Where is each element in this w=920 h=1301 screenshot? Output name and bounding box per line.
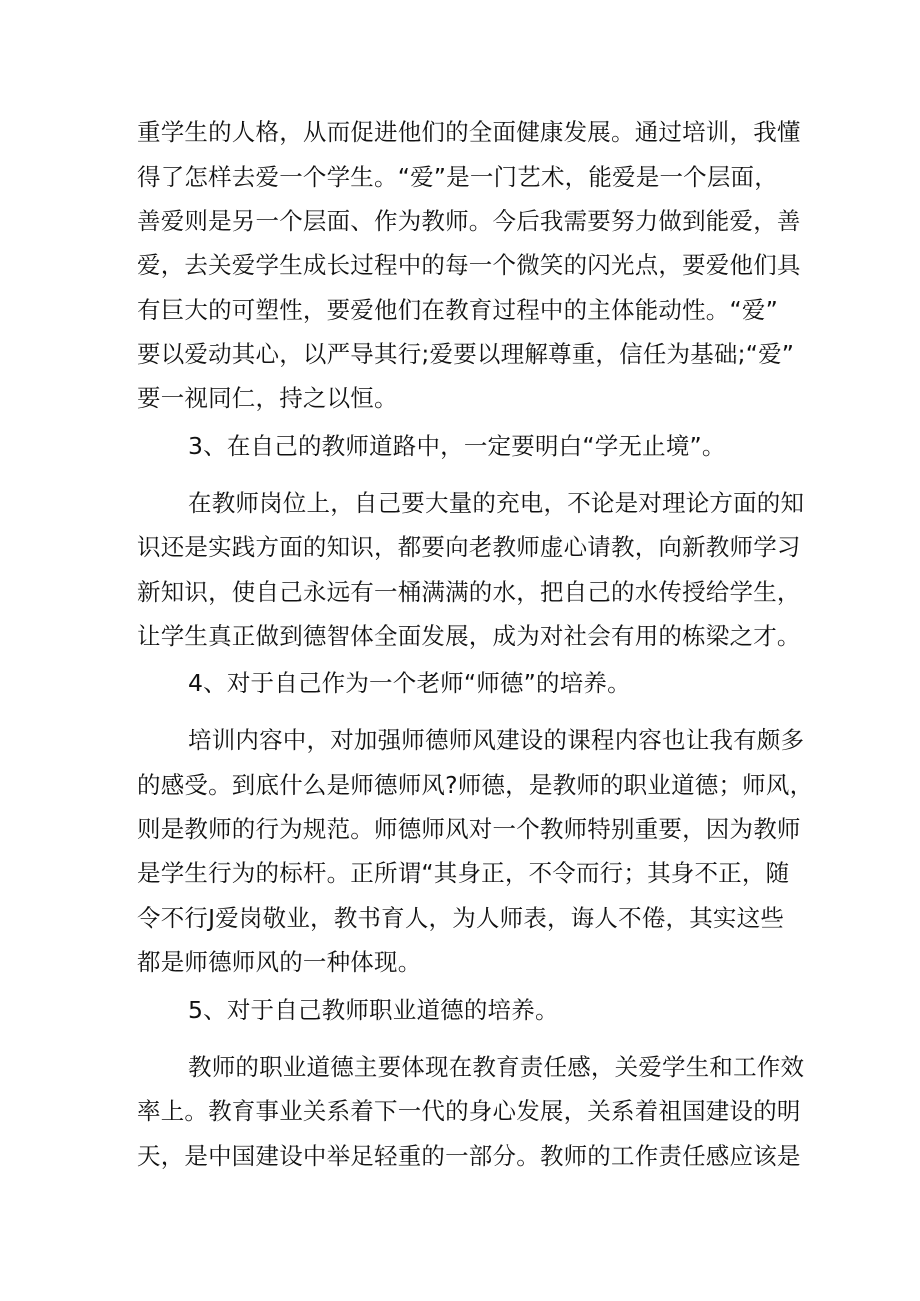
section-heading-4: 4、对于自己作为一个老师“师德”的培养。: [188, 669, 631, 697]
text-line: 在教师岗位上，自己要大量的充电，不论是对理论方面的知: [188, 489, 805, 517]
text-line: 都是师德师风的一种体现。: [137, 948, 422, 976]
text-line: 则是教师的行为规范。师德师风对一个教师特别重要，因为教师: [137, 815, 801, 843]
text-line: 有巨大的可塑性，要爱他们在教育过程中的主体能动性。“爱”: [137, 296, 778, 324]
text-line: 培训内容中，对加强师德师风建设的课程内容也让我有颇多: [188, 726, 805, 754]
text-line: 新知识，使自己永远有一桶满满的水，把自己的水传授给学生，: [137, 578, 801, 606]
text-line: 识还是实践方面的知识，都要向老教师虚心请教，向新教师学习: [137, 533, 801, 561]
text-line: 的感受。到底什么是师德师风?师德，是教师的职业道德；师风，: [137, 771, 814, 799]
text-line: 教师的职业道德主要体现在教育责任感，关爱学生和工作效: [188, 1053, 805, 1081]
text-line: 天，是中国建设中举足轻重的一部分。教师的工作责任感应该是: [137, 1142, 801, 1170]
text-line: 爱，去关爱学生成长过程中的每一个微笑的闪光点，要爱他们具: [137, 251, 801, 279]
text-line: 令不行J爱岗敬业，教书育人，为人师表，诲人不倦，其实这些: [137, 904, 785, 932]
text-line: 让学生真正做到德智体全面发展，成为对社会有用的栋梁之才。: [137, 622, 801, 650]
text-line: 得了怎样去爱一个学生。“爱”是一门艺术，能爱是一个层面，: [137, 163, 778, 191]
text-line: 率上。教育事业关系着下一代的身心发展，关系着祖国建设的明: [137, 1097, 801, 1125]
text-line: 要以爱动其心，以严导其行;爱要以理解尊重，信任为基础;“爱”: [137, 340, 795, 368]
text-line: 善爱则是另一个层面、作为教师。今后我需要努力做到能爱，善: [137, 207, 801, 235]
text-line: 重学生的人格，从而促进他们的全面健康发展。通过培训，我懂: [137, 118, 801, 146]
text-line: 要一视同仁，持之以恒。: [137, 384, 398, 412]
section-heading-3: 3、在自己的教师道路中，一定要明白“学无止境”。: [188, 432, 726, 460]
text-line: 是学生行为的标杆。正所谓“其身正，不令而行；其身不正，随: [137, 859, 790, 887]
section-heading-5: 5、对于自己教师职业道德的培养。: [188, 996, 559, 1024]
